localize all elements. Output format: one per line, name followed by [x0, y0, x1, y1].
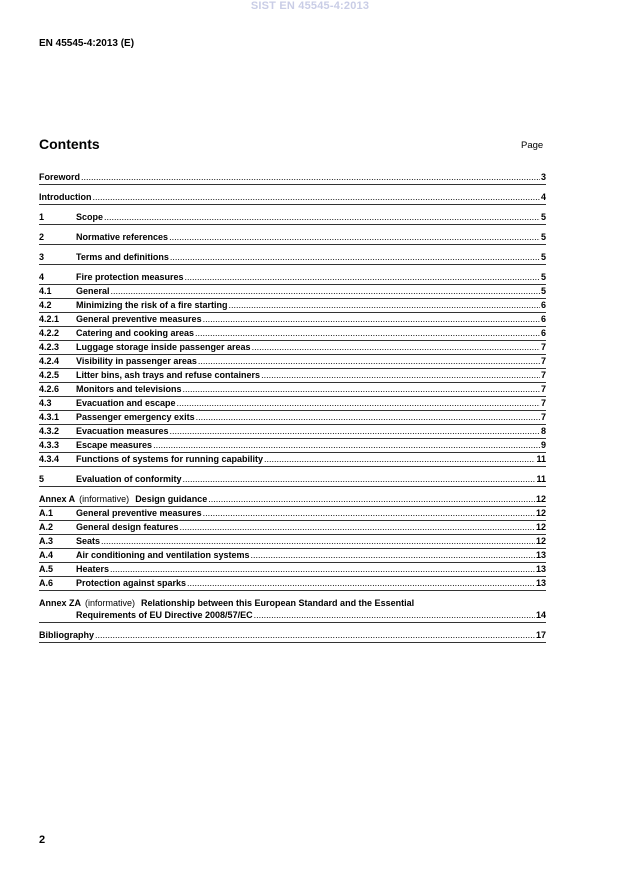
- toc-entry-introduction[interactable]: [39, 191, 546, 203]
- toc-leader: [184, 271, 540, 283]
- toc-entry-1[interactable]: [39, 211, 546, 223]
- toc-page: 5: [540, 286, 546, 296]
- toc-leader: [197, 355, 540, 367]
- toc-entry-a-2[interactable]: [39, 521, 546, 533]
- toc-annex-label: Annex A: [39, 494, 76, 504]
- toc-title: Evacuation and escape: [76, 398, 176, 408]
- toc-number: A.6: [39, 578, 54, 588]
- toc-leader: [186, 577, 535, 589]
- toc-separator: [39, 264, 546, 265]
- toc-leader: [194, 327, 540, 339]
- toc-number: A.1: [39, 508, 54, 518]
- toc-page: 9: [540, 440, 546, 450]
- toc-title: Relationship between this European Standard and the Essential: [141, 598, 415, 608]
- toc-separator: [39, 204, 546, 205]
- toc-entry-4-2-1[interactable]: [39, 313, 546, 325]
- toc-page: 13: [535, 550, 546, 560]
- toc-leader: [80, 171, 540, 183]
- toc-entry-a-4[interactable]: [39, 549, 546, 561]
- toc-title: Normative references: [76, 232, 169, 242]
- toc-number: 5: [39, 474, 45, 484]
- toc-number: 4.3: [39, 398, 52, 408]
- toc-number: 4.3.4: [39, 454, 60, 464]
- toc-leader: [228, 299, 540, 311]
- toc-entry-4-2-6[interactable]: [39, 383, 546, 395]
- toc-leader: [195, 411, 540, 423]
- toc-page: 6: [540, 328, 546, 338]
- toc-entry-a-6[interactable]: [39, 577, 546, 589]
- toc-leader: [176, 397, 540, 409]
- toc-title-continued: Requirements of EU Directive 2008/57/EC: [76, 610, 253, 620]
- toc-leader: [169, 425, 540, 437]
- toc-title: General preventive measures: [76, 508, 202, 518]
- toc-title: Monitors and televisions: [76, 384, 182, 394]
- toc-leader: [263, 453, 535, 465]
- toc-entry-4-3[interactable]: [39, 397, 546, 409]
- page-column-label: Page: [521, 140, 544, 151]
- toc-number: 4.2: [39, 300, 52, 310]
- toc-leader: [179, 521, 535, 533]
- toc-number: 1: [39, 212, 45, 222]
- toc-number: A.5: [39, 564, 54, 574]
- toc-leader: [94, 629, 535, 641]
- toc-entry-4-2-4[interactable]: [39, 355, 546, 367]
- toc-entry-4-1[interactable]: [39, 285, 546, 297]
- document-id: EN 45545-4:2013 (E): [39, 38, 135, 49]
- toc-leader: [109, 563, 535, 575]
- toc-page: 6: [540, 300, 546, 310]
- toc-number: A.4: [39, 550, 54, 560]
- toc-title: Evacuation measures: [76, 426, 169, 436]
- contents-heading: Contents: [39, 136, 100, 152]
- toc-separator: [39, 184, 546, 185]
- toc-page: 5: [540, 232, 546, 242]
- toc-title: General preventive measures: [76, 314, 202, 324]
- toc-page: 13: [535, 578, 546, 588]
- watermark: SIST EN 45545-4:2013: [250, 0, 370, 12]
- toc-page: 7: [540, 356, 546, 366]
- toc-page: 5: [540, 272, 546, 282]
- toc-title: Scope: [76, 212, 104, 222]
- toc-entry-2[interactable]: [39, 231, 546, 243]
- toc-number: 4: [39, 272, 45, 282]
- toc-page: 7: [540, 384, 546, 394]
- toc-title: Design guidance: [135, 494, 208, 504]
- toc-page: 17: [535, 630, 546, 640]
- toc-title: Protection against sparks: [76, 578, 187, 588]
- toc-number: 3: [39, 252, 45, 262]
- toc-entry-a-3[interactable]: [39, 535, 546, 547]
- toc-entry-4-2-5[interactable]: [39, 369, 546, 381]
- toc-leader: [100, 535, 535, 547]
- toc-number: A.2: [39, 522, 54, 532]
- toc-separator: [39, 622, 546, 623]
- toc-separator: [39, 642, 546, 643]
- toc-number: 4.2.4: [39, 356, 60, 366]
- toc-separator: [39, 590, 546, 591]
- toc-page: 7: [540, 370, 546, 380]
- toc-title: Catering and cooking areas: [76, 328, 195, 338]
- toc-page: 3: [540, 172, 546, 182]
- toc-informative: (informative): [85, 598, 136, 608]
- toc-title: Minimizing the risk of a fire starting: [76, 300, 228, 310]
- toc-page: 7: [540, 342, 546, 352]
- toc-entry-foreword[interactable]: [39, 171, 546, 183]
- page-number: 2: [39, 834, 46, 846]
- toc-leader: [207, 493, 535, 505]
- toc-entry-4[interactable]: [39, 271, 546, 283]
- toc-page: 11: [536, 474, 546, 484]
- toc-number: 4.3.1: [39, 412, 60, 422]
- toc-entry-4-2[interactable]: [39, 299, 546, 311]
- toc-leader: [182, 473, 536, 485]
- toc-page: 12: [535, 494, 546, 504]
- toc-page: 11: [536, 454, 546, 464]
- table-of-contents: [39, 171, 546, 643]
- toc-entry-annex-za[interactable]: [39, 597, 546, 621]
- toc-title: Heaters: [76, 564, 110, 574]
- toc-entry-4-3-4[interactable]: [39, 453, 546, 465]
- toc-leader: [202, 507, 535, 519]
- toc-entry-5[interactable]: [39, 473, 546, 485]
- toc-entry-4-2-2[interactable]: [39, 327, 546, 339]
- toc-page: 6: [540, 314, 546, 324]
- toc-title: Seats: [76, 536, 101, 546]
- toc-number: 4.2.5: [39, 370, 60, 380]
- toc-title: Visibility in passenger areas: [76, 356, 197, 366]
- toc-title: Air conditioning and ventilation systems: [76, 550, 250, 560]
- toc-leader: [103, 211, 540, 223]
- toc-title: Evaluation of conformity: [76, 474, 182, 484]
- toc-page: 5: [540, 212, 546, 222]
- toc-page: 7: [540, 398, 546, 408]
- toc-separator: [39, 244, 546, 245]
- toc-title: General design features: [76, 522, 179, 532]
- toc-leader: [253, 609, 535, 621]
- toc-leader: [250, 549, 535, 561]
- toc-entry-a-1[interactable]: [39, 507, 546, 519]
- toc-number: 4.1: [39, 286, 52, 296]
- toc-page: 5: [540, 252, 546, 262]
- toc-leader: [260, 369, 540, 381]
- toc-title: General: [76, 286, 110, 296]
- toc-title: Escape measures: [76, 440, 153, 450]
- toc-entry-bibliography[interactable]: [39, 629, 546, 641]
- toc-leader: [168, 231, 540, 243]
- toc-entry-4-3-2[interactable]: [39, 425, 546, 437]
- toc-entry-a-5[interactable]: [39, 563, 546, 575]
- toc-leader: [152, 439, 540, 451]
- toc-number: 2: [39, 232, 45, 242]
- toc-separator: [39, 486, 546, 487]
- toc-number: 4.2.1: [39, 314, 60, 324]
- toc-title: Terms and definitions: [76, 252, 169, 262]
- toc-entry-line2: [39, 609, 546, 621]
- toc-page: 7: [540, 412, 546, 422]
- toc-title: Functions of systems for running capability: [76, 454, 264, 464]
- toc-page: 13: [535, 564, 546, 574]
- toc-number: 4.3.3: [39, 440, 60, 450]
- toc-leader: [110, 285, 540, 297]
- toc-leader: [182, 383, 540, 395]
- toc-leader: [202, 313, 540, 325]
- toc-leader: [251, 341, 540, 353]
- toc-title: Introduction: [39, 192, 92, 202]
- toc-page: 4: [540, 192, 546, 202]
- toc-entry-4-3-1[interactable]: [39, 411, 546, 423]
- toc-page: 8: [540, 426, 546, 436]
- toc-title: Luggage storage inside passenger areas: [76, 342, 251, 352]
- toc-title: Foreword: [39, 172, 81, 182]
- toc-title: Bibliography: [39, 630, 95, 640]
- toc-entry-line1: [39, 597, 546, 609]
- toc-annex-label: Annex ZA: [39, 598, 82, 608]
- toc-entry-4-2-3[interactable]: [39, 341, 546, 353]
- toc-number: A.3: [39, 536, 54, 546]
- toc-title: Litter bins, ash trays and refuse containers: [76, 370, 261, 380]
- toc-leader: [92, 191, 540, 203]
- toc-title: Fire protection measures: [76, 272, 184, 282]
- toc-informative: (informative): [79, 494, 130, 504]
- toc-leader: [169, 251, 540, 263]
- toc-number: 4.3.2: [39, 426, 60, 436]
- toc-page: 12: [535, 508, 546, 518]
- toc-separator: [39, 224, 546, 225]
- toc-number: 4.2.3: [39, 342, 60, 352]
- toc-page: 14: [535, 610, 546, 620]
- toc-entry-annex-a[interactable]: [39, 493, 546, 505]
- toc-number: 4.2.2: [39, 328, 60, 338]
- toc-number: 4.2.6: [39, 384, 60, 394]
- toc-entry-4-3-3[interactable]: [39, 439, 546, 451]
- toc-title: Passenger emergency exits: [76, 412, 195, 422]
- toc-separator: [39, 466, 546, 467]
- toc-page: 12: [535, 522, 546, 532]
- toc-entry-3[interactable]: [39, 251, 546, 263]
- toc-page: 12: [535, 536, 546, 546]
